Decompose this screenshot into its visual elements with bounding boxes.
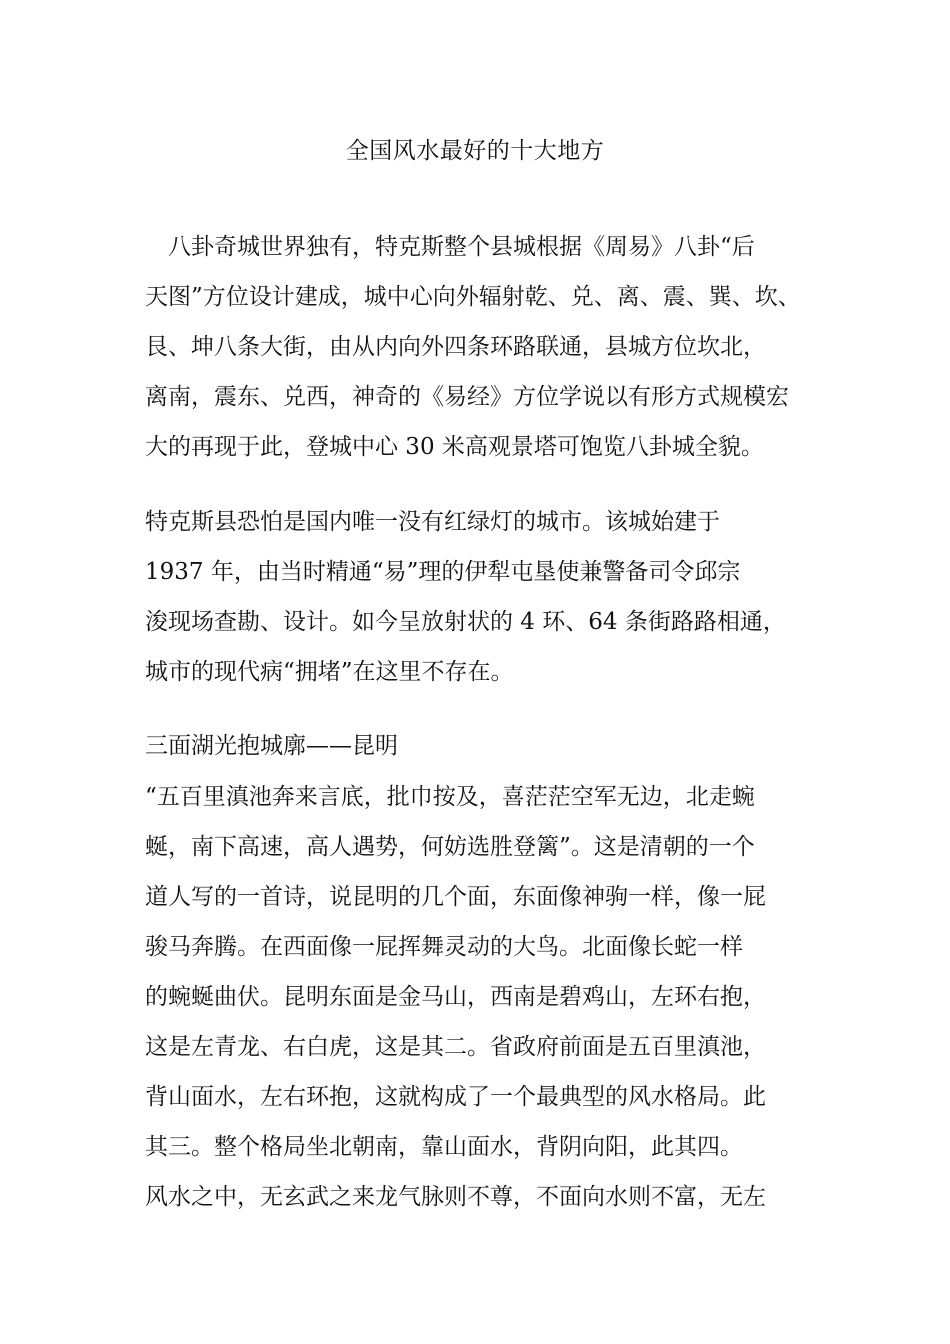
text-line: 特克斯县恐怕是国内唯一没有红绿灯的城市。该城始建于 [145,509,720,535]
text-line: 离南，震东、兑西，神奇的《易经》方位学说以有形方式规模宏 [145,384,789,410]
text-line: 八卦奇城世界独有，特克斯整个县城根据《周易》八卦“后 [145,234,755,260]
text-line: 蜒，南下高速，高人遇势，何妨选胜登篱”。这是清朝的一个 [145,834,755,860]
paragraph-tekes-county [145,497,835,697]
text-line: 大的再现于此，登城中心 30 米高观景塔可饱览八卦城全貌。 [145,434,764,460]
text-line: 1937 年，由当时精通“易”理的伊犁屯垦使兼警备司令邱宗 [145,559,741,585]
text-line: 其三。整个格局坐北朝南，靠山面水，背阴向阳，此其四。 [145,1134,743,1160]
paragraph-kunming [145,772,835,1222]
paragraph-bagua-city [145,222,835,472]
document-title: 全国风水最好的十大地方 [345,138,605,164]
text-line: 骏马奔腾。在西面像一屁挥舞灵动的大鸟。北面像长蛇一样 [145,934,743,960]
section-heading-kunming [145,721,835,771]
text-line: 艮、坤八条大街，由从内向外四条环路联通，县城方位坎北， [145,334,766,360]
text-line: 背山面水，左右环抱，这就构成了一个最典型的风水格局。此 [145,1084,766,1110]
text-line: 三面湖光抱城廓——昆明 [145,733,398,759]
text-line: 的蜿蜒曲伏。昆明东面是金马山，西南是碧鸡山，左环右抱， [145,984,766,1010]
text-line: 风水之中，无玄武之来龙气脉则不尊，不面向水则不富，无左 [145,1184,766,1210]
text-line: 这是左青龙、右白虎，这是其二。省政府前面是五百里滇池， [145,1034,766,1060]
text-line: “五百里滇池奔来言底，批巾按及，喜茫茫空军无边，北走蜿 [145,784,755,810]
text-line: 天图”方位设计建成，城中心向外辐射乾、兑、离、震、巽、坎、 [145,284,801,310]
text-line: 浚现场查勘、设计。如今呈放射状的 4 环、64 条街路路相通， [145,609,786,635]
text-line: 道人写的一首诗，说昆明的几个面，东面像神驹一样，像一屁 [145,884,766,910]
text-line: 城市的现代病“拥堵”在这里不存在。 [145,659,514,685]
